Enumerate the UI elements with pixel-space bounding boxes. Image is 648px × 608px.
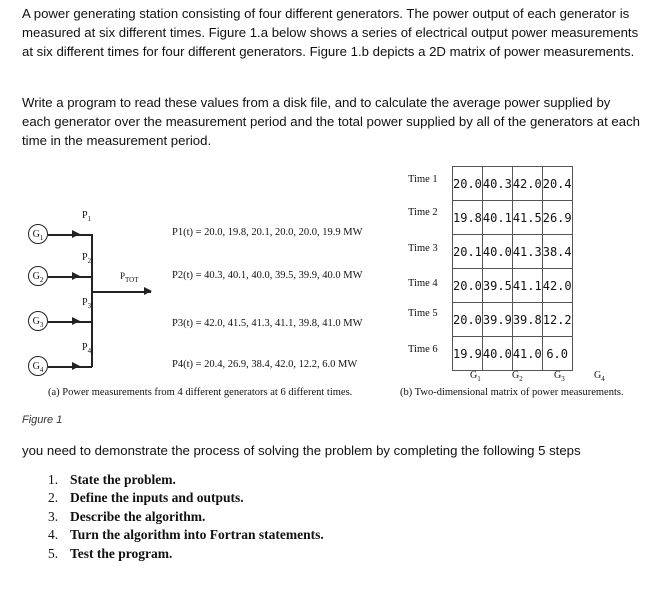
matrix-row: [453, 201, 573, 235]
power-label-p2: $P_2$: [82, 252, 92, 265]
power-label-p1: $P_1$: [82, 210, 92, 223]
matrix-cell: 26.9: [542, 201, 572, 235]
matrix-cell: 20.4: [542, 167, 572, 201]
column-label: $G_1$: [470, 370, 481, 383]
matrix-row: [453, 269, 573, 303]
matrix-cell: 41.3: [512, 235, 542, 269]
equation-p2: P2(t) = 40.3, 40.1, 40.0, 39.5, 39.9, 40.0 MW: [172, 270, 363, 281]
generator-g1: $G_1$: [28, 224, 48, 244]
power-line-2: [48, 276, 92, 278]
matrix-cell: 42.0: [512, 167, 542, 201]
matrix-cell: 41.5: [512, 201, 542, 235]
list-item: 1. State the problem.: [48, 472, 176, 487]
matrix-row: [453, 167, 573, 201]
figure-a-caption: (a) Power measurements from 4 different generators at 6 different times.: [48, 387, 353, 398]
list-item: 4. Turn the algorithm into Fortran statements.: [48, 527, 324, 543]
matrix-cell: 39.5: [482, 269, 512, 303]
column-label: $G_2$: [512, 370, 523, 383]
matrix-cell: 19.9: [453, 337, 483, 371]
arrow-icon: [72, 272, 80, 280]
arrow-icon: [144, 287, 152, 295]
matrix-row: [453, 337, 573, 371]
figure-b-caption: (b) Two-dimensional matrix of power measurements.: [400, 387, 624, 398]
matrix-cell: 42.0: [542, 269, 572, 303]
power-label-p3: $P_3$: [82, 297, 92, 310]
power-line-4: [48, 366, 92, 368]
row-label: Time 2: [408, 207, 438, 218]
steps-list: [48, 471, 324, 563]
matrix-cell: 40.1: [482, 201, 512, 235]
row-label: Time 1: [408, 174, 438, 185]
matrix-cell: 39.8: [512, 303, 542, 337]
list-item: 5. Test the program.: [48, 545, 173, 561]
generator-g2: $G_2$: [28, 266, 48, 286]
arrow-icon: [72, 230, 80, 238]
row-label: Time 3: [408, 243, 438, 254]
matrix-cell: 40.3: [482, 167, 512, 201]
matrix-cell: 19.8: [453, 201, 483, 235]
matrix-cell: 38.4: [542, 235, 572, 269]
row-label: Time 5: [408, 308, 438, 319]
intro-paragraph: A power generating station consisting of four different generators. The power output of each generator is measured at six different times. Figure 1.a below shows a series of electrical output power measurements at six different times for four different generators. Figure 1.b depicts a 2D matrix of power measurements.: [22, 6, 639, 59]
column-label: $G_3$: [554, 370, 565, 383]
power-label-p4: $P_4$: [82, 342, 92, 355]
list-item: 2. Define the inputs and outputs.: [48, 490, 244, 506]
arrow-icon: [72, 317, 80, 325]
matrix-row: [453, 235, 573, 269]
matrix-cell: 6.0: [542, 337, 572, 371]
equation-p3: P3(t) = 42.0, 41.5, 41.3, 41.1, 39.8, 41.0 MW: [172, 318, 363, 329]
total-power-label: $P_{TOT}$: [120, 271, 139, 284]
generator-g4: $G_4$: [28, 356, 48, 376]
collector-bus: [91, 234, 93, 367]
task-paragraph: Write a program to read these values from a disk file, and to calculate the average power supplied by each generator over the measurement period and the total power supplied by all of the generators at each time in the measurement period.: [22, 95, 641, 148]
matrix-cell: 40.0: [482, 235, 512, 269]
matrix-cell: 20.0: [453, 167, 483, 201]
matrix-table: [452, 166, 573, 371]
column-label: $G_4$: [594, 370, 605, 383]
matrix-cell: 39.9: [482, 303, 512, 337]
row-label: Time 4: [408, 278, 438, 289]
steps-intro: you need to demonstrate the process of solving the problem by completing the following 5 steps: [22, 443, 581, 458]
arrow-icon: [72, 362, 80, 370]
matrix-cell: 12.2: [542, 303, 572, 337]
matrix-cell: 20.1: [453, 235, 483, 269]
matrix-cell: 41.1: [512, 269, 542, 303]
equation-p1: P1(t) = 20.0, 19.8, 20.1, 20.0, 20.0, 19.9 MW: [172, 227, 363, 238]
matrix-row: [453, 303, 573, 337]
matrix-cell: 20.0: [453, 269, 483, 303]
list-item: 3. Describe the algorithm.: [48, 508, 206, 524]
power-line-1: [48, 234, 92, 236]
matrix-cell: 40.0: [482, 337, 512, 371]
row-label: Time 6: [408, 344, 438, 355]
matrix-cell: 41.0: [512, 337, 542, 371]
generator-g3: $G_3$: [28, 311, 48, 331]
equation-p4: P4(t) = 20.4, 26.9, 38.4, 42.0, 12.2, 6.0 MW: [172, 359, 358, 370]
figure-label: Figure 1: [22, 414, 63, 426]
power-line-3: [48, 321, 92, 323]
generator-diagram: [28, 198, 398, 408]
matrix-cell: 20.0: [453, 303, 483, 337]
total-output-line: [91, 291, 151, 293]
